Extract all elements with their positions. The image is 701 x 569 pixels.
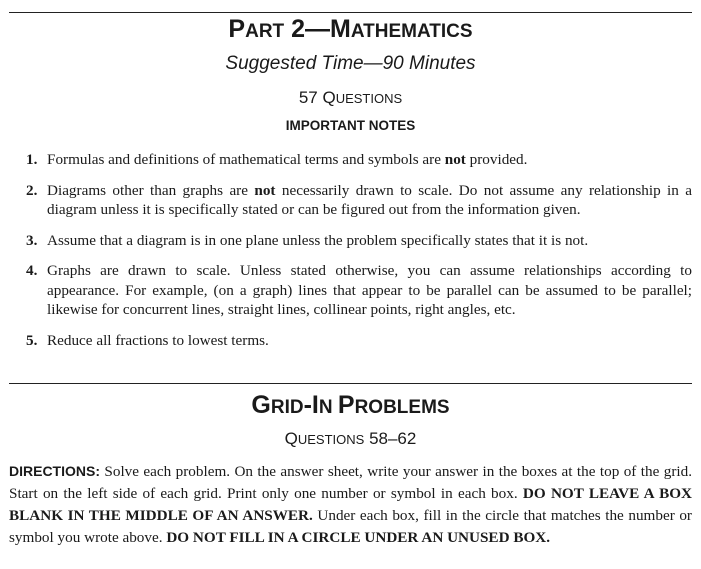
- note-number: 2.: [26, 181, 38, 199]
- question-count: [0, 88, 701, 108]
- section-title-text: N: [318, 397, 338, 418]
- section-title-text: P: [337, 391, 355, 419]
- part-title-text: ATHEMATICS: [350, 21, 473, 42]
- section-title-text: -I: [303, 391, 319, 419]
- note-emphasis: not: [254, 181, 276, 199]
- section-title: [0, 391, 701, 420]
- notes-list: [26, 150, 692, 361]
- note-item: [26, 231, 692, 251]
- section-title-text: G: [251, 391, 271, 419]
- part-title: [0, 15, 701, 44]
- directions-warning: DO NOT LEAVE A BOX BLANK IN THE MIDDLE OF AN ANSWER.: [9, 485, 692, 524]
- directions-text: Solve each problem. On the answer sheet, write your answer in the boxes at the top of the grid. Start on the left side of each grid. Print only one number or symbol in each box.: [9, 463, 692, 502]
- note-emphasis: not: [444, 151, 466, 168]
- section-rule: [9, 383, 692, 384]
- question-count-text: 57: [298, 88, 323, 107]
- question-range-text: UESTIONS: [297, 432, 365, 447]
- question-range-text: 58–62: [364, 429, 417, 448]
- note-number: 4.: [26, 262, 38, 279]
- note-item: [26, 150, 692, 170]
- question-range: [0, 429, 701, 449]
- part-title-text: 2—M: [284, 15, 351, 43]
- note-text: Formulas and definitions of mathematical terms and symbols are: [47, 151, 445, 168]
- note-text: Diagrams other than graphs are: [47, 181, 255, 199]
- note-number: 1.: [26, 151, 38, 168]
- note-number: 3.: [26, 231, 38, 249]
- note-number: 5.: [26, 331, 38, 349]
- note-text: Reduce all fractions to lowest terms.: [47, 331, 269, 349]
- section-title-text: RID: [270, 397, 304, 418]
- question-count-text: UESTIONS: [335, 91, 403, 106]
- question-range-text: Q: [284, 429, 298, 448]
- top-rule: [9, 12, 692, 13]
- directions-label: DIRECTIONS:: [9, 463, 100, 479]
- question-count-text: Q: [322, 88, 336, 107]
- note-text: Assume that a diagram is in one plane unless the problem specifically states that it is not.: [47, 231, 589, 249]
- note-text: provided.: [465, 151, 528, 168]
- directions-warning: DO NOT FILL IN A CIRCLE UNDER AN UNUSED BOX.: [166, 529, 551, 546]
- note-item: [26, 261, 692, 320]
- note-item: [26, 331, 692, 351]
- suggested-time: Suggested Time—90 Minutes: [225, 53, 476, 74]
- directions-text: Under each box, fill in the circle that matches the number or symbol you wrote above.: [9, 507, 692, 546]
- part-title-text: P: [228, 15, 246, 43]
- part-title-text: ART: [245, 21, 285, 42]
- note-item: [26, 181, 692, 220]
- directions: [9, 460, 692, 549]
- note-text: Graphs are drawn to scale. Unless stated otherwise, you can assume relationships according to appearance. For example, (on a graph) lines that appear to be parallel can be assumed to be parallel; likewise for concurrent lines, straight lines, collinear points, right angles, etc.: [47, 262, 692, 318]
- note-text: necessarily drawn to scale. Do not assume any relationship in a diagram unless it is specifically stated or can be figured out from the information given.: [47, 181, 692, 218]
- section-title-text: ROBLEMS: [354, 397, 450, 418]
- notes-heading: IMPORTANT NOTES: [285, 118, 416, 133]
